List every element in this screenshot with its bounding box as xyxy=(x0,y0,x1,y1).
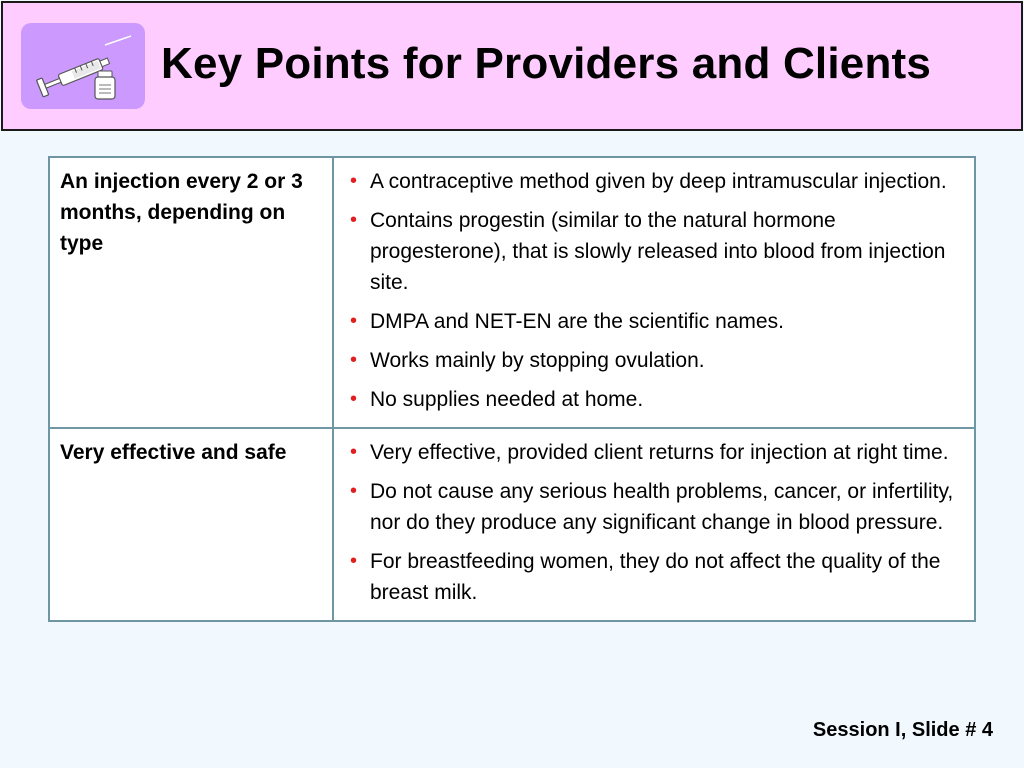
header-bar xyxy=(1,1,1023,131)
list-item: • Contains progestin (similar to the natural hormone progesterone), that is slowly released into blood from injection site. xyxy=(344,205,964,298)
slide-title: Key Points for Providers and Clients xyxy=(161,39,932,88)
list-item: • Do not cause any serious health problems, cancer, or infertility, nor do they produce any significant change in blood pressure. xyxy=(344,476,964,538)
slide-number: Session I, Slide # 4 xyxy=(812,719,993,741)
bullet-list xyxy=(344,166,964,415)
key-points-table xyxy=(48,156,976,622)
list-item: • DMPA and NET-EN are the scientific names. xyxy=(344,306,964,337)
row-content xyxy=(333,428,975,621)
row-label: An injection every 2 or 3 months, depending on type xyxy=(49,157,333,428)
list-item: • Very effective, provided client returns for injection at right time. xyxy=(344,437,964,468)
syringe-vial-icon xyxy=(21,23,145,109)
bullet-list xyxy=(344,437,964,608)
list-item: • Works mainly by stopping ovulation. xyxy=(344,345,964,376)
table-row xyxy=(49,157,975,428)
list-item: • No supplies needed at home. xyxy=(344,384,964,415)
list-item: • A contraceptive method given by deep intramuscular injection. xyxy=(344,166,964,197)
table-row xyxy=(49,428,975,621)
row-content xyxy=(333,157,975,428)
list-item: • For breastfeeding women, they do not affect the quality of the breast milk. xyxy=(344,546,964,608)
row-label: Very effective and safe xyxy=(49,428,333,621)
